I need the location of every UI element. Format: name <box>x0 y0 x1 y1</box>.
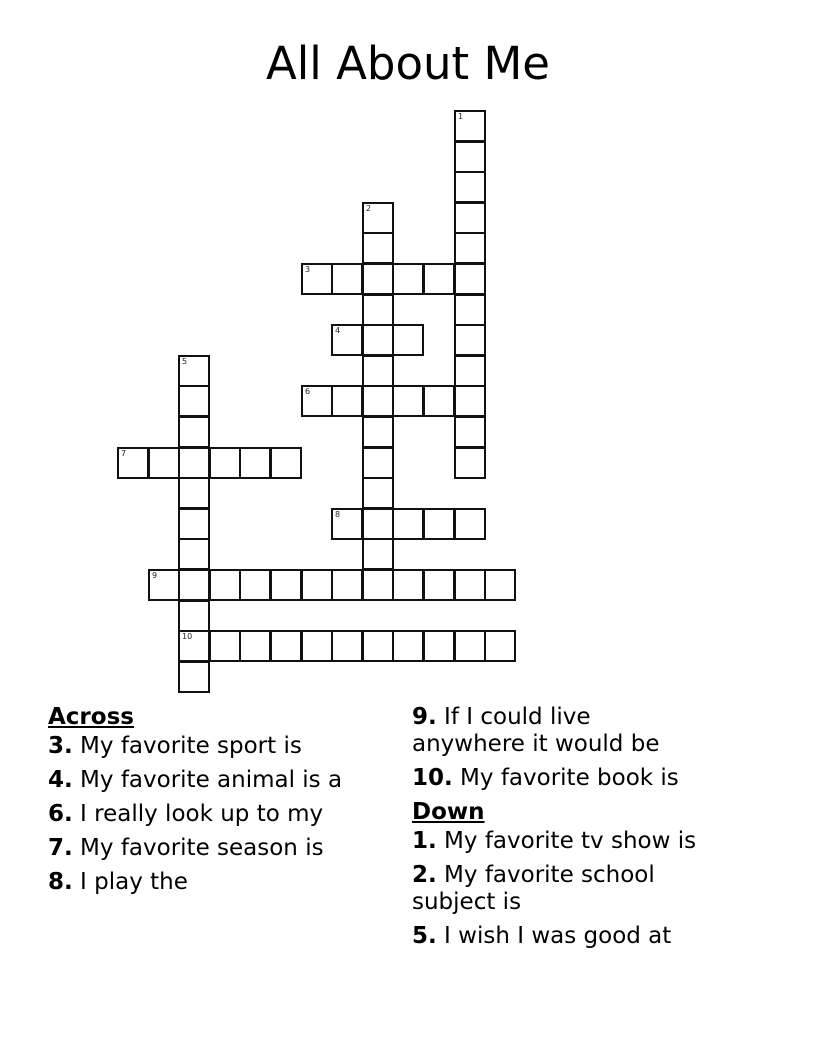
crossword-cell[interactable] <box>331 385 363 417</box>
crossword-cell[interactable] <box>423 630 455 662</box>
crossword-cell[interactable] <box>454 324 486 356</box>
crossword-cell[interactable] <box>178 630 210 662</box>
cell-number: 5 <box>182 357 188 366</box>
crossword-cell[interactable] <box>454 447 486 479</box>
crossword-cell[interactable] <box>362 630 394 662</box>
clues-column-left <box>48 704 398 903</box>
crossword-cell[interactable] <box>454 263 486 295</box>
clue-text: My favorite animal is a <box>72 767 343 793</box>
clue-across-8 <box>48 869 398 896</box>
clue-text: My favorite book is <box>452 765 679 791</box>
crossword-cell[interactable] <box>362 538 394 570</box>
clue-text: My favorite season is <box>72 835 324 861</box>
crossword-cell[interactable] <box>362 263 394 295</box>
crossword-cell[interactable] <box>423 508 455 540</box>
crossword-cell[interactable] <box>423 385 455 417</box>
crossword-cell[interactable] <box>454 202 486 234</box>
crossword-cell[interactable] <box>454 294 486 326</box>
crossword-cell[interactable] <box>148 569 180 601</box>
clue-text: My favorite sport is <box>72 733 302 759</box>
crossword-cell[interactable] <box>209 447 241 479</box>
crossword-cell[interactable] <box>454 508 486 540</box>
crossword-cell[interactable] <box>178 447 210 479</box>
crossword-cell[interactable] <box>331 263 363 295</box>
clue-number: 9. <box>412 704 437 730</box>
clue-down-1 <box>412 828 742 855</box>
cell-number: 9 <box>152 571 158 580</box>
crossword-cell[interactable] <box>454 385 486 417</box>
crossword-cell[interactable] <box>454 355 486 387</box>
crossword-cell[interactable] <box>270 569 302 601</box>
crossword-cell[interactable] <box>239 447 271 479</box>
clue-text: I wish I was good at <box>436 923 672 949</box>
crossword-cell[interactable] <box>392 385 424 417</box>
crossword-cell[interactable] <box>484 630 516 662</box>
crossword-cell[interactable] <box>454 630 486 662</box>
clue-across-9 <box>412 704 702 758</box>
cell-number: 4 <box>335 326 341 335</box>
cell-number: 3 <box>305 265 311 274</box>
crossword-cell[interactable] <box>423 263 455 295</box>
crossword-cell[interactable] <box>392 569 424 601</box>
clue-across-3 <box>48 733 398 760</box>
crossword-cell[interactable] <box>454 110 486 142</box>
crossword-cell[interactable] <box>392 630 424 662</box>
crossword-cell[interactable] <box>454 232 486 264</box>
crossword-cell[interactable] <box>362 447 394 479</box>
clue-across-4 <box>48 767 398 794</box>
crossword-cell[interactable] <box>209 630 241 662</box>
crossword-cell[interactable] <box>331 508 363 540</box>
clue-text: My favorite tv show is <box>436 828 697 854</box>
crossword-cell[interactable] <box>392 324 424 356</box>
clue-across-6 <box>48 801 398 828</box>
cell-number: 1 <box>458 112 464 121</box>
clue-number: 1. <box>412 828 437 854</box>
across-heading: Across <box>48 704 134 730</box>
crossword-cell[interactable] <box>362 508 394 540</box>
crossword-cell[interactable] <box>362 477 394 509</box>
crossword-cell[interactable] <box>362 569 394 601</box>
crossword-cell[interactable] <box>331 569 363 601</box>
clue-down-2 <box>412 862 702 916</box>
crossword-cell[interactable] <box>301 569 333 601</box>
crossword-cell[interactable] <box>178 538 210 570</box>
down-heading: Down <box>412 799 485 825</box>
cell-number: 6 <box>305 387 311 396</box>
crossword-cell[interactable] <box>270 447 302 479</box>
clue-down-5 <box>412 923 742 950</box>
crossword-cell[interactable] <box>362 202 394 234</box>
clue-number: 6. <box>48 801 73 827</box>
clue-number: 4. <box>48 767 73 793</box>
clue-text: I really look up to my <box>72 801 324 827</box>
crossword-cell[interactable] <box>301 263 333 295</box>
crossword-cell[interactable] <box>178 416 210 448</box>
crossword-cell[interactable] <box>484 569 516 601</box>
crossword-cell[interactable] <box>423 569 455 601</box>
clue-text: If I could live anywhere it would be <box>412 704 660 757</box>
crossword-cell[interactable] <box>454 171 486 203</box>
cell-number: 8 <box>335 510 341 519</box>
crossword-cell[interactable] <box>392 508 424 540</box>
crossword-cell[interactable] <box>362 294 394 326</box>
page-title: All About Me <box>266 37 550 90</box>
clue-number: 5. <box>412 923 437 949</box>
cell-number: 2 <box>366 204 372 213</box>
crossword-cell[interactable] <box>270 630 302 662</box>
crossword-cell[interactable] <box>117 447 149 479</box>
crossword-cell[interactable] <box>454 569 486 601</box>
cell-number: 7 <box>121 449 127 458</box>
crossword-cell[interactable] <box>178 508 210 540</box>
crossword-cell[interactable] <box>362 232 394 264</box>
crossword-cell[interactable] <box>178 661 210 693</box>
clue-across-7 <box>48 835 398 862</box>
crossword-cell[interactable] <box>178 600 210 632</box>
crossword-cell[interactable] <box>331 630 363 662</box>
clue-text: I play the <box>72 869 188 895</box>
crossword-cell[interactable] <box>178 385 210 417</box>
crossword-cell[interactable] <box>301 630 333 662</box>
crossword-cell[interactable] <box>392 263 424 295</box>
crossword-cell[interactable] <box>362 385 394 417</box>
clue-across-10 <box>412 765 742 792</box>
crossword-cell[interactable] <box>362 355 394 387</box>
clue-text: My favorite school subject is <box>412 862 655 915</box>
crossword-cell[interactable] <box>209 569 241 601</box>
clue-number: 8. <box>48 869 73 895</box>
crossword-cell[interactable] <box>178 477 210 509</box>
cell-number: 10 <box>182 632 193 641</box>
crossword-cell[interactable] <box>239 630 271 662</box>
crossword-cell[interactable] <box>454 416 486 448</box>
crossword-cell[interactable] <box>239 569 271 601</box>
clue-number: 2. <box>412 862 437 888</box>
crossword-cell[interactable] <box>454 141 486 173</box>
crossword-cell[interactable] <box>148 447 180 479</box>
crossword-cell[interactable] <box>301 385 333 417</box>
clue-number: 10. <box>412 765 453 791</box>
clues-column-right <box>412 704 742 957</box>
clue-number: 3. <box>48 733 73 759</box>
crossword-cell[interactable] <box>178 569 210 601</box>
clue-number: 7. <box>48 835 73 861</box>
crossword-cell[interactable] <box>331 324 363 356</box>
crossword-cell[interactable] <box>362 324 394 356</box>
crossword-cell[interactable] <box>178 355 210 387</box>
crossword-cell[interactable] <box>362 416 394 448</box>
